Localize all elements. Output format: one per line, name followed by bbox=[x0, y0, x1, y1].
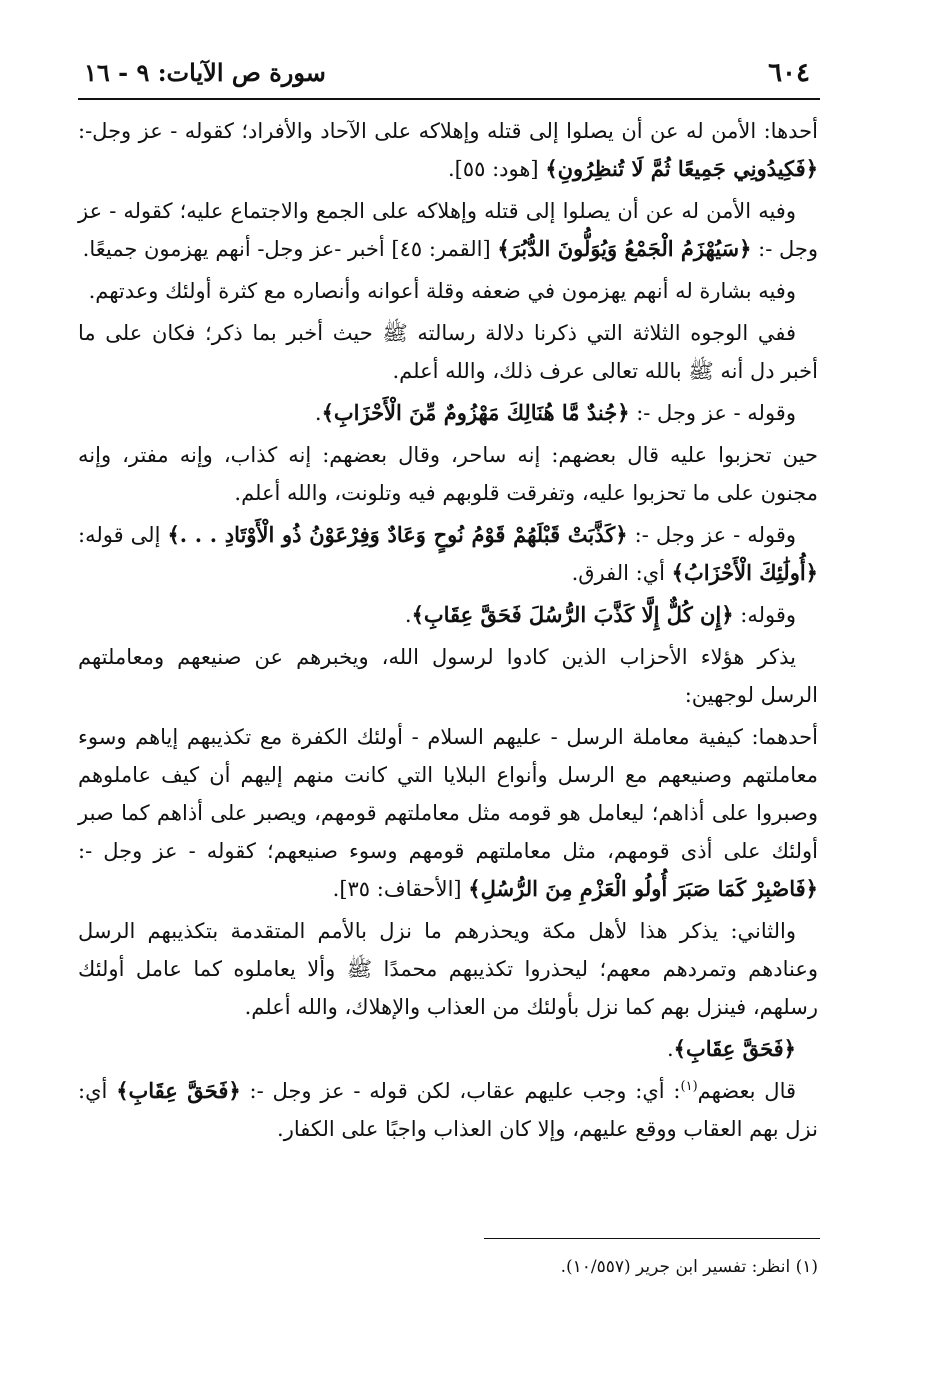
paragraph-9: يذكر هؤلاء الأحزاب الذين كادوا لرسول الله، ويخبرهم عن صنيعهم ومعاملتهم الرسل لوجهين: bbox=[78, 645, 818, 707]
paragraph-7 bbox=[78, 516, 818, 592]
quran-verse-9: ﴿فَحَقَّ عِقَابِ﴾ bbox=[116, 1078, 241, 1103]
quran-verse-2: ﴿سَيُهْزَمُ الْجَمْعُ وَيُوَلُّونَ الدُّبُرَ﴾ bbox=[497, 236, 752, 261]
quran-verse-5: ﴿أُولَٰئِكَ الْأَحْزَابُ﴾ bbox=[671, 560, 818, 585]
header-rule bbox=[78, 98, 820, 100]
quran-verse-4: ﴿كَذَّبَتْ قَبْلَهُمْ قَوْمُ نُوحٍ وَعَادٌ وَفِرْعَوْنُ ذُو الْأَوْتَادِ . . .﴾ bbox=[167, 522, 628, 547]
running-title: سورة ص الآيات: ٩ - ١٦ bbox=[84, 58, 326, 87]
paragraph-12 bbox=[78, 1030, 818, 1068]
verse-tail-6: . bbox=[404, 603, 412, 627]
paragraph-11: والثاني: يذكر هذا لأهل مكة ويحذرهم ما نزل بالأمم المتقدمة بتكذيبهم الرسل وعنادهم وتمردهم معهم؛ ليحذروا تكذيبهم محمدًا ﷺ وألا يعاملوه كما عامل أولئك رسلهم، فينزل بهم كما نزل بأولئك من العذاب والإهلاك، والله أعلم. bbox=[78, 919, 818, 1019]
paragraph-2 bbox=[78, 192, 818, 268]
paragraph-3: وفيه بشارة له أنهم يهزمون في ضعفه وقلة أعوانه وأنصاره مع كثرة أولئك وعدتهم. bbox=[88, 279, 796, 303]
quran-verse-6: ﴿إِن كُلٌّ إِلَّا كَذَّبَ الرُّسُلَ فَحَقَّ عِقَابِ﴾ bbox=[411, 602, 734, 627]
paragraph-8 bbox=[78, 596, 818, 634]
paragraph-13-tail: أي: نزل بهم العقاب ووقع عليهم، وإلا كان العذاب واجبًا على الكفار. bbox=[78, 1079, 818, 1141]
quran-verse-3: ﴿جُندٌ مَّا هُنَالِكَ مَهْزُومٌ مِّنَ الْأَحْزَابِ﴾ bbox=[321, 400, 630, 425]
verse-connector-4: إلى قوله: bbox=[78, 523, 168, 547]
paragraph-4: ففي الوجوه الثلاثة التي ذكرنا دلالة رسالته ﷺ حيث أخبر بما ذكر؛ فكان على ما أخبر دل أنه ﷺ بالله تعالى عرف ذلك، والله أعلم. bbox=[78, 321, 818, 383]
body-text bbox=[78, 112, 818, 1152]
paragraph-2-text: وفيه الأمن له عن أن يصلوا إلى قتله وإهلاكه على الجمع والاجتماع عليه؛ كقوله - عز وجل -: bbox=[78, 199, 818, 261]
footnote-marker: (١) bbox=[680, 1079, 698, 1094]
page-number: ٦٠٤ bbox=[768, 58, 810, 88]
verse-reference-1: [هود: ٥٥]. bbox=[447, 157, 546, 181]
verse-tail-8: . bbox=[666, 1037, 674, 1061]
verse-reference-2: [القمر: ٤٥] أخبر -عز وجل- أنهم يهزمون جميعًا. bbox=[82, 237, 498, 261]
quran-verse-1: ﴿فَكِيدُونِي جَمِيعًا ثُمَّ لَا تُنظِرُونِ﴾ bbox=[545, 156, 818, 181]
verse-reference-7: [الأحقاف: ٣٥]. bbox=[332, 877, 469, 901]
footnote-rule bbox=[484, 1238, 820, 1239]
paragraph-13-middle: : أي: وجب عليهم عقاب، لكن قوله - عز وجل -: bbox=[240, 1079, 681, 1103]
paragraph-7-text: وقوله - عز وجل -: bbox=[627, 523, 796, 547]
paragraph-13 bbox=[78, 1072, 818, 1148]
quran-verse-8: ﴿فَحَقَّ عِقَابِ﴾ bbox=[673, 1036, 796, 1061]
page-header bbox=[78, 56, 818, 96]
quran-verse-7: ﴿فَاصْبِرْ كَمَا صَبَرَ أُولُو الْعَزْمِ مِنَ الرُّسُلِ﴾ bbox=[468, 876, 818, 901]
paragraph-10 bbox=[78, 718, 818, 908]
paragraph-10-text: أحدهما: كيفية معاملة الرسل - عليهم السلام - أولئك الكفرة مع تكذيبهم إياهم وسوء معاملتهم وصنيعهم مع الرسل وأنواع البلايا التي كانت منهم إليهم أن كيف عاملوهم وصبروا على أذاهم؛ ليعامل هو قومه مثل معاملتهم قومهم، ويصبر على أذاهم كما صبر أولئك على أذى قومهم، مثل معاملتهم قومهم وسوء صنيعهم؛ كقوله - عز وجل -: bbox=[78, 725, 818, 863]
verse-tail-3: . bbox=[314, 401, 322, 425]
paragraph-1-text: أحدها: الأمن له عن أن يصلوا إلى قتله وإهلاكه على الآحاد والأفراد؛ كقوله - عز وجل-: bbox=[78, 119, 818, 143]
paragraph-5 bbox=[78, 394, 818, 432]
paragraph-5-text: وقوله - عز وجل -: bbox=[629, 401, 796, 425]
paragraph-8-text: وقوله: bbox=[733, 603, 796, 627]
paragraph-6: حين تحزبوا عليه قال بعضهم: إنه ساحر، وقال بعضهم: إنه كذاب، وإنه مفتر، وإنه مجنون على ما تحزبوا عليه، وتفرقت قلوبهم فيه وتلونت، والله أعلم. bbox=[78, 443, 818, 505]
paragraph-1 bbox=[78, 112, 818, 188]
footnote: (١) انظر: تفسير ابن جرير (١٠/٥٥٧). bbox=[560, 1257, 818, 1277]
paragraph-13-text: قال بعضهم bbox=[697, 1079, 797, 1103]
verse-tail-5: أي: الفرق. bbox=[571, 561, 672, 585]
